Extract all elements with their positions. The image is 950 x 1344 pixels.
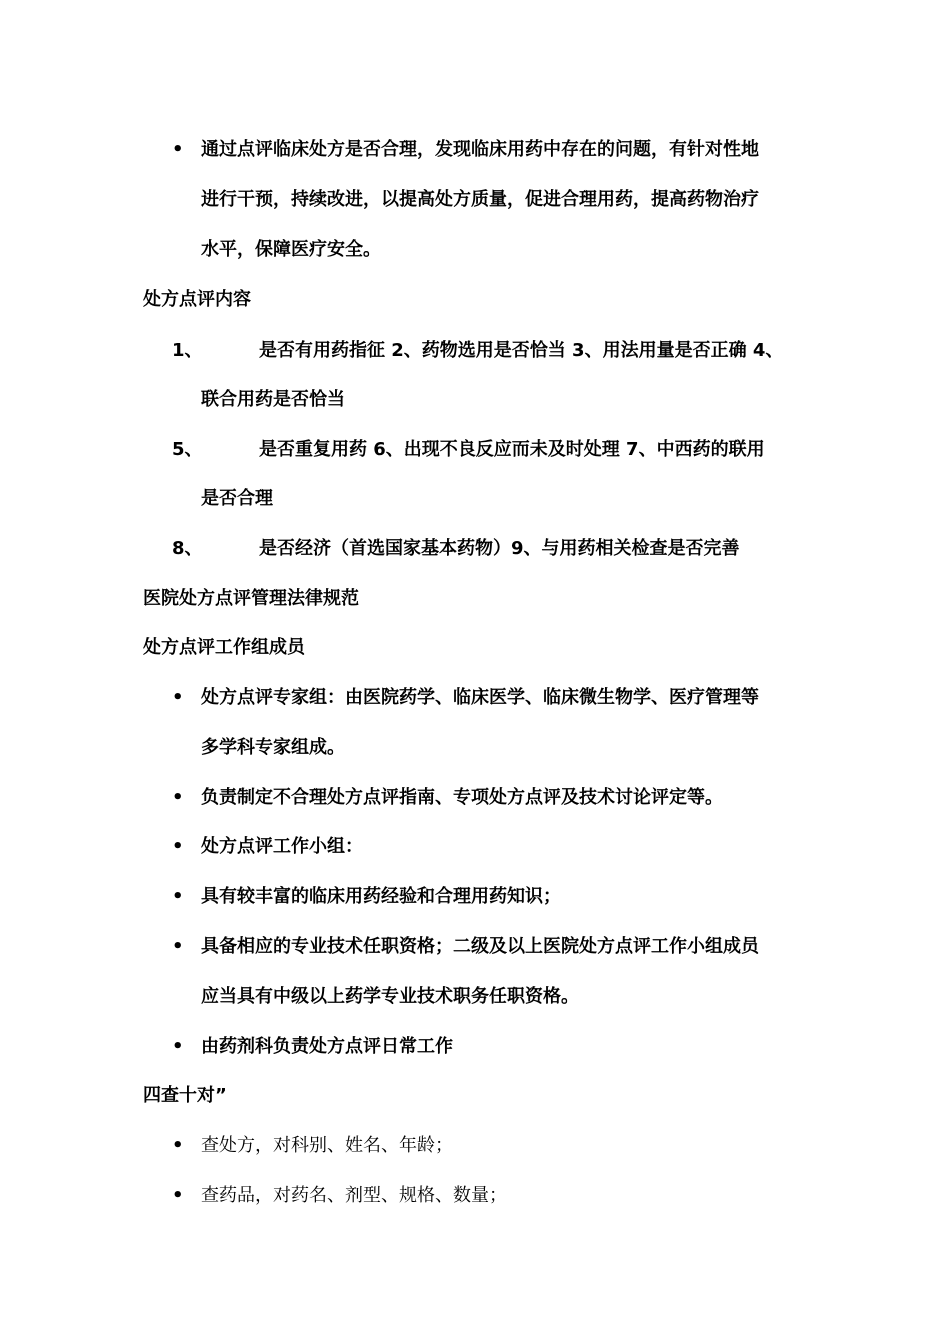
item-text-5: 是否重复用药 6、出现不良反应而未及时处理 7、中西药的联用 [259, 439, 765, 460]
bullet-marker: • [172, 886, 184, 907]
member-item-5-line-1: 具备相应的专业技术任职资格；二级及以上医院处方点评工作小组成员 [201, 936, 759, 957]
member-item-2: 负责制定不合理处方点评指南、专项处方点评及技术讨论评定等。 [201, 787, 723, 808]
item-cont-1: 联合用药是否恰当 [201, 389, 345, 410]
bullet-marker: • [172, 787, 184, 808]
item-cont-5: 是否合理 [201, 488, 273, 509]
bullet-marker: • [172, 836, 184, 857]
check-item-2: 查药品，对药名、剂型、规格、数量； [201, 1185, 507, 1206]
member-item-4: 具有较丰富的临床用药经验和合理用药知识； [201, 886, 561, 907]
purpose-line-2: 进行干预，持续改进，以提高处方质量，促进合理用药，提高药物治疗 [201, 189, 759, 210]
member-item-1-line-2: 多学科专家组成。 [201, 737, 345, 758]
bullet-marker: • [172, 139, 184, 160]
item-number-8: 8、 [172, 538, 203, 559]
heading-four-checks: 四查十对” [143, 1085, 227, 1106]
item-number-5: 5、 [172, 439, 203, 460]
item-text-8: 是否经济（首选国家基本药物）9、与用药相关检查是否完善 [259, 538, 740, 559]
member-item-5-line-2: 应当具有中级以上药学专业技术职务任职资格。 [201, 986, 579, 1007]
item-number-1: 1、 [172, 340, 203, 361]
heading-review-content: 处方点评内容 [143, 289, 251, 310]
bullet-marker: • [172, 1036, 184, 1057]
bullet-marker: • [172, 1135, 184, 1156]
purpose-line-1: 通过点评临床处方是否合理，发现临床用药中存在的问题，有针对性地 [201, 139, 759, 160]
check-item-1: 查处方，对科别、姓名、年龄； [201, 1135, 453, 1156]
member-item-3: 处方点评工作小组： [201, 836, 363, 857]
purpose-line-3: 水平，保障医疗安全。 [201, 239, 381, 260]
member-item-6: 由药剂科负责处方点评日常工作 [201, 1036, 453, 1057]
bullet-marker: • [172, 687, 184, 708]
heading-law-regulation: 医院处方点评管理法律规范 [143, 588, 359, 609]
heading-members: 处方点评工作组成员 [143, 637, 305, 658]
item-text-1: 是否有用药指征 2、药物选用是否恰当 3、用法用量是否正确 4、 [259, 340, 784, 361]
member-item-1-line-1: 处方点评专家组：由医院药学、临床医学、临床微生物学、医疗管理等 [201, 687, 759, 708]
bullet-marker: • [172, 936, 184, 957]
bullet-marker: • [172, 1185, 184, 1206]
